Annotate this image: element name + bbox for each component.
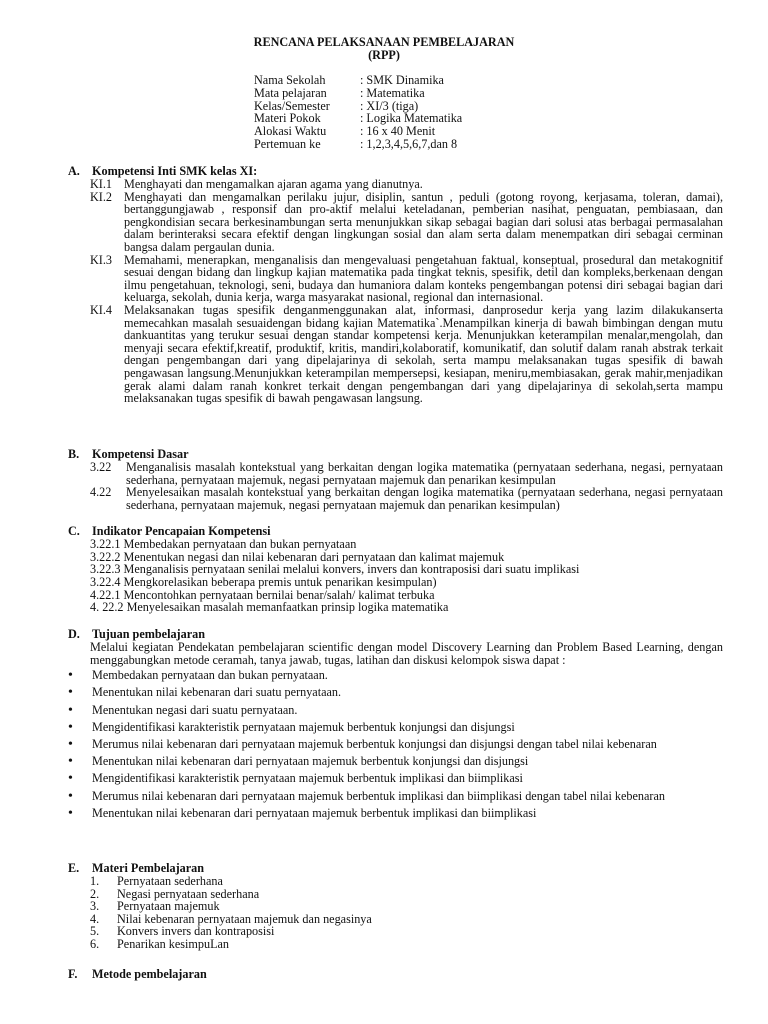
list-item [90, 875, 723, 888]
info-label: Nama Sekolah [254, 73, 326, 87]
bullet-icon [68, 686, 92, 699]
ki-number: KI.3 [90, 252, 113, 267]
list-item [68, 721, 723, 734]
ki-text: Melaksanakan tugas spesifik denganmenggunakan alat, informasi, danprosedur kerja yang lazim dilakukanserta memecahkan masalah sesuaidengan bidang kajian Matematika`.Menampilkan kinerja di bawah bimbingan dengan mutu dankuantitas yang terukur sesuai dengan standar kompetensi kerja. Menunjukkan keterampilan menalar,mengolah, dan menyaji secara efektif,kreatif, produktif, kritis, mandiri,kolaboratif, komunikatif, dan solutif dalam ranah abstrak terkait dengan pengembangan dari yang dipelajarinya di sekolah, serta mampu melaksanakan tugas spesifik di bawah pengawasan langsung.Menunjukkan keterampilan mempersepsi, kesiapan, meniru,membiasakan, gerak mahir,menjadikan gerak alami dalam ranah konkret terkait dengan pengembangan dari yang dipelajarinya di sekolah,serta mampu melaksanakan tugas spesifik di bawah pengawasan langsung. [124, 302, 723, 406]
list-item [68, 772, 723, 785]
section-title: Tujuan pembelajaran [92, 627, 205, 641]
tujuan-list [68, 669, 723, 820]
info-value: : Matematika [360, 85, 425, 100]
info-label: Mata pelajaran [254, 85, 327, 100]
list-item-text: Konvers invers dan kontraposisi [117, 924, 275, 939]
list-item-text: Membedakan pernyataan dan bukan pernyataan. [92, 668, 328, 683]
list-item-text: Merumus nilai kebenaran dari pernyataan majemuk berbentuk konjungsi dan disjungsi dengan tabel nilai kebenaran [92, 737, 657, 751]
list-item-text: Mengidentifikasi karakteristik pernyataan majemuk berbentuk implikasi dan biimplikasi [92, 771, 523, 786]
info-value: : 16 x 40 Menit [360, 124, 436, 139]
list-item [68, 790, 723, 803]
list-number: 2. [90, 886, 100, 901]
list-item-text: Pernyataan sederhana [117, 874, 223, 888]
list-number: 3. [90, 899, 100, 914]
list-number: 5. [90, 924, 100, 939]
kd-number: 4.22 [90, 485, 112, 500]
section-letter: D. [68, 627, 80, 641]
identity-table [254, 74, 462, 151]
kd-item [68, 461, 723, 486]
list-item [68, 807, 723, 820]
section-heading [68, 968, 723, 981]
bullet-icon [68, 738, 92, 751]
info-row [254, 138, 462, 151]
list-item-text: Menentukan nilai kebenaran dari pernyataan majemuk berbentuk konjungsi dan disjungsi [92, 754, 529, 769]
info-row [254, 74, 462, 87]
info-row [254, 87, 462, 100]
section-kompetensi-dasar [68, 448, 723, 511]
list-item [68, 755, 723, 768]
section-letter: A. [68, 164, 80, 178]
info-label: Pertemuan ke [254, 136, 321, 151]
ki-item [68, 178, 723, 191]
list-item-text: Nilai kebenaran pernyataan majemuk dan negasinya [117, 911, 372, 926]
section-title: Kompetensi Dasar [92, 447, 189, 461]
materi-list [68, 875, 723, 951]
bullet-icon [68, 721, 92, 734]
bullet-icon [68, 790, 92, 803]
section-tujuan [68, 628, 723, 824]
section-kompetensi-inti [68, 165, 723, 405]
info-label: Alokasi Waktu [254, 124, 327, 139]
ki-text: Memahami, menerapkan, menganalisis dan mengevaluasi pengetahuan faktual, konseptual, prosedural dan metakognitif sesuai dengan bidang dan lingkup kajian matematika pada tingkat teknis, spesifik, detil dan kompleks,berkenaan dengan ilmu pengetahuan, teknologi, seni, budaya dan humaniora dalam konteks pengembangan potensi diri sebagai bagian dari keluarga, sekolah, dunia kerja, warga masyarakat nasional, regional dan internasional. [124, 252, 723, 305]
list-item-text: Menentukan nilai kebenaran dari pernyataan majemuk berbentuk implikasi dan biimplikasi [92, 805, 537, 820]
list-item-text: Negasi pernyataan sederhana [117, 886, 260, 901]
indicator-item: 3.22.4 Mengkorelasikan beberapa premis untuk penarikan kesimpulan) [90, 575, 437, 590]
section-indikator [68, 525, 723, 614]
list-item [90, 938, 723, 951]
tujuan-intro: Melalui kegiatan Pendekatan pembelajaran scientific dengan model Discovery Learning dan Problem Based Learning, dengan menggabungkan metode ceramah, tanya jawab, tugas, latihan dan diskusi kelompok siswa dapat : [90, 640, 723, 667]
indicator-item: 3.22.1 Membedakan pernyataan dan bukan pernyataan [90, 537, 357, 551]
section-materi [68, 862, 723, 951]
list-item [68, 704, 723, 717]
kd-item [68, 486, 723, 511]
bullet-icon [68, 807, 92, 820]
ki-item [68, 254, 723, 304]
info-label: Materi Pokok [254, 111, 321, 126]
list-item-text: Penarikan kesimpuLan [117, 936, 230, 951]
ki-number: KI.4 [90, 302, 113, 317]
list-item [68, 686, 723, 699]
list-item-text: Mengidentifikasi karakteristik pernyataan majemuk berbentuk konjungsi dan disjungsi [92, 719, 515, 734]
ki-text: Menghayati dan mengamalkan ajaran agama yang dianutnya. [124, 177, 423, 191]
kd-text: Menganalisis masalah kontekstual yang berkaitan dengan logika matematika (pernyataan sederhana, negasi, pernyataan sederhana, pernyataan majemuk, negasi pernyataan majemuk dan penarikan kesimpulan [126, 460, 723, 487]
section-letter: E. [68, 861, 80, 875]
kd-number: 3.22 [90, 460, 112, 474]
ki-item [68, 191, 723, 254]
ki-item [68, 304, 723, 405]
section-letter: B. [68, 447, 80, 461]
ki-number: KI.2 [90, 189, 113, 204]
section-title: Indikator Pencapaian Kompetensi [92, 524, 271, 538]
info-value: : SMK Dinamika [360, 73, 444, 87]
info-value: : 1,2,3,4,5,6,7,dan 8 [360, 136, 458, 151]
section-metode [68, 968, 723, 981]
kd-text: Menyelesaikan masalah kontekstual yang berkaitan dengan logika matematika (pernyataan sederhana, negasi pernyataan sederhana, pernyataan majemuk, negasi pernyataan majemuk dan penarikan kesimpulan) [126, 485, 723, 512]
section-title: Kompetensi Inti SMK kelas XI: [92, 164, 258, 178]
list-item-text: Pernyataan majemuk [117, 899, 220, 914]
title-line-2: (RPP) [368, 48, 400, 62]
list-number: 6. [90, 936, 100, 951]
info-value: : XI/3 (tiga) [360, 98, 419, 113]
section-title: Metode pembelajaran [92, 967, 207, 981]
indicator-item: 3.22.3 Menganalisis pernyataan senilai melalui konvers, invers dan kontraposisi dari suatu implikasi [90, 562, 580, 577]
title-line-1: RENCANA PELAKSANAAN PEMBELAJARAN [253, 35, 515, 49]
bullet-icon [68, 704, 92, 717]
indicator-item: 3.22.2 Menentukan negasi dan nilai kebenaran dari pernyataan dan kalimat majemuk [90, 549, 505, 564]
list-number: 4. [90, 911, 100, 926]
bullet-icon [68, 669, 92, 682]
ki-number: KI.1 [90, 177, 113, 191]
document-title [0, 36, 768, 62]
bullet-icon [68, 755, 92, 768]
list-item [68, 738, 723, 751]
section-letter: C. [68, 524, 80, 538]
section-title: Materi Pembelajaran [92, 861, 205, 875]
list-item-text: Menentukan nilai kebenaran dari suatu pernyataan. [92, 685, 342, 700]
list-item [90, 900, 723, 913]
bullet-icon [68, 772, 92, 785]
ki-text: Menghayati dan mengamalkan perilaku jujur, disiplin, santun , peduli (gotong royong, kerjasama, toleran, damai), bertanggungjawab , responsif dan pro-aktif melalui keteladanan, pemberian nasihat, penguatan, pembiasaan, dan pengkondisian secara berkesinambungan serta menunjukkan sikap sebagai bagian dari solusi atas berbagai permasalahan dalam berinteraksi secara efektif dengan lingkungan sosial dan alam serta dalam menempatkan diri sebagai cerminan bangsa dalam pergaulan dunia. [124, 189, 723, 254]
list-item-text: Merumus nilai kebenaran dari pernyataan majemuk berbentuk implikasi dan biimplikasi dengan tabel nilai kebenaran [92, 788, 665, 803]
list-item [68, 669, 723, 682]
info-value: : Logika Matematika [360, 111, 463, 126]
list-item-text: Menentukan negasi dari suatu pernyataan. [92, 702, 298, 717]
indicator-item: 4.22.1 Mencontohkan pernyataan bernilai benar/salah/ kalimat terbuka [90, 587, 435, 602]
section-letter: F. [68, 967, 78, 981]
indicator-item: 4. 22.2 Menyelesaikan masalah memanfaatkan prinsip logika matematika [90, 600, 449, 615]
info-label: Kelas/Semester [254, 98, 330, 113]
list-number: 1. [90, 874, 100, 888]
